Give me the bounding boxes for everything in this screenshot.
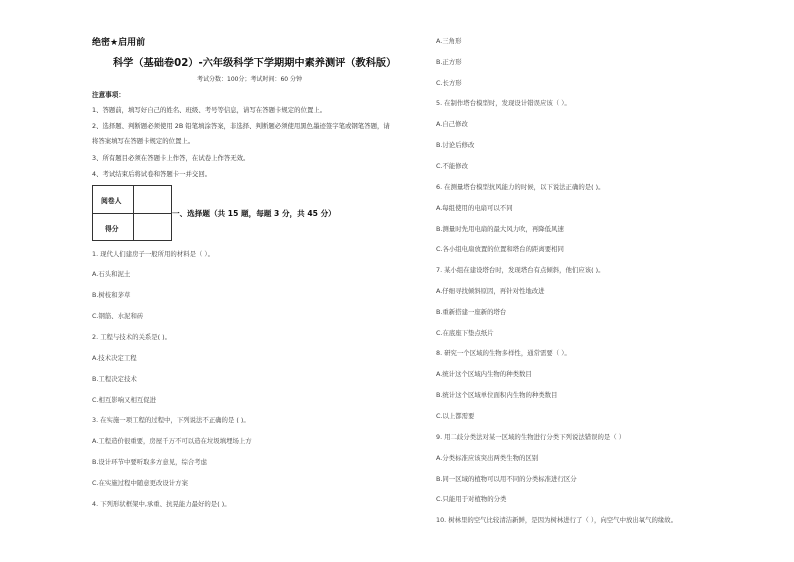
question-text: 3. 在实施一项工程的过程中，下列说法不正确的是 ( )。 bbox=[92, 416, 250, 424]
note-item: 将答案填写在答题卡规定的位置上。 bbox=[92, 137, 195, 145]
answer-option: C.钢筋、水泥和砖 bbox=[92, 312, 144, 320]
answer-option: A.仔细寻找倾斜原因，再针对性地改进 bbox=[436, 287, 545, 295]
answer-option: C.相互影响又相互促进 bbox=[92, 396, 157, 404]
score-label: 得分 bbox=[105, 225, 119, 233]
page-title: 科学（基础卷02）-六年级科学下学期期中素养测评（教科版） bbox=[113, 58, 397, 69]
answer-option: B.讨论后修改 bbox=[436, 141, 475, 149]
score-table bbox=[92, 185, 172, 241]
answer-option: C.只能用于对植物的分类 bbox=[436, 495, 507, 503]
question-text: 7. 某小组在建设塔台时，发现塔台有点倾斜，他们应该( )。 bbox=[436, 266, 605, 274]
table-divider bbox=[93, 213, 171, 214]
answer-option: C.以上都需要 bbox=[436, 412, 475, 420]
answer-option: B.同一区域的植物可以用不同的分类标准进行区分 bbox=[436, 475, 577, 483]
answer-option: B.工程决定技术 bbox=[92, 375, 137, 383]
answer-option: C.不能修改 bbox=[436, 162, 469, 170]
answer-option: A.统计这个区域内生物的种类数目 bbox=[436, 370, 532, 378]
note-item: 4、考试结束后将试卷和答题卡一并交回。 bbox=[92, 170, 212, 178]
answer-option: B.重新搭建一座新的塔台 bbox=[436, 308, 507, 316]
note-item: 3、所有题目必须在答题卡上作答，在试卷上作答无效。 bbox=[92, 154, 250, 162]
answer-option: A.石头和泥土 bbox=[92, 270, 131, 278]
question-text: 10. 树林里的空气比较清洁新鲜，是因为树林进行了（ ），向空气中放出氧气的缘故。 bbox=[436, 516, 678, 524]
confidential-label: 绝密★启用前 bbox=[92, 38, 146, 48]
notes-heading: 注意事项： bbox=[92, 91, 125, 99]
answer-option: B.树枝和茅草 bbox=[92, 291, 131, 299]
note-item: 1、答题前，填写好自己的姓名、班级、考号等信息，请写在答题卡规定的位置上。 bbox=[92, 106, 327, 114]
question-text: 8. 研究一个区域的生物多样性，通常需要（ ）。 bbox=[436, 349, 571, 357]
table-divider bbox=[133, 186, 134, 240]
answer-option: B.设计环节中要听取多方意见，综合考虑 bbox=[92, 458, 208, 466]
answer-option: A.工程造价很重要，房屋千万不可以造在垃圾填埋场上方 bbox=[92, 437, 252, 445]
question-text: 1. 现代人们建房子一般所用的材料是（ ）。 bbox=[92, 250, 214, 258]
answer-option: C.在底座下垫点纸片 bbox=[436, 329, 494, 337]
question-text: 5. 在制作塔台模型时，发现设计错误应该（ ）。 bbox=[436, 99, 571, 107]
answer-option: A.自己修改 bbox=[436, 120, 468, 128]
answer-option: B.统计这个区域单位面积内生物的种类数目 bbox=[436, 391, 558, 399]
note-item: 2、选择题、判断题必须使用 2B 铅笔填涂答案，非选择、判断题必须使用黑色墨迹签字笔或钢笔答题，请 bbox=[92, 122, 390, 130]
answer-option: A.分类标准应该突出两类生物的区别 bbox=[436, 454, 539, 462]
reviewer-label: 阅卷人 bbox=[101, 197, 122, 205]
answer-option: C.在实施过程中随意更改设计方案 bbox=[92, 479, 188, 487]
answer-option: A.技术决定工程 bbox=[92, 354, 137, 362]
answer-option: A.三角形 bbox=[436, 37, 462, 45]
section-heading: 一、选择题（共 15 题，每题 3 分，共 45 分） bbox=[172, 209, 336, 218]
answer-option: C.长方形 bbox=[436, 79, 462, 87]
answer-option: A.每组使用的电扇可以不同 bbox=[436, 204, 513, 212]
exam-meta: 考试分数：100分；考试时间：60 分钟 bbox=[197, 76, 302, 83]
question-text: 6. 在测量塔台模型抗风能力的时候，以下说法正确的是( )。 bbox=[436, 183, 605, 191]
question-text: 9. 用二歧分类法对某一区域的生物进行分类下列说法错误的是（ ） bbox=[436, 433, 626, 441]
question-text: 4. 下列形状框架中,承重、抗晃能力最好的是( )。 bbox=[92, 500, 231, 508]
answer-option: B.测量时先用电扇的最大风力吹，再降低风速 bbox=[436, 225, 564, 233]
question-text: 2. 工程与技术的关系是( )。 bbox=[92, 333, 172, 341]
answer-option: B.正方形 bbox=[436, 58, 462, 66]
answer-option: C.各小组电扇放置的位置和塔台的距离要相同 bbox=[436, 245, 564, 253]
